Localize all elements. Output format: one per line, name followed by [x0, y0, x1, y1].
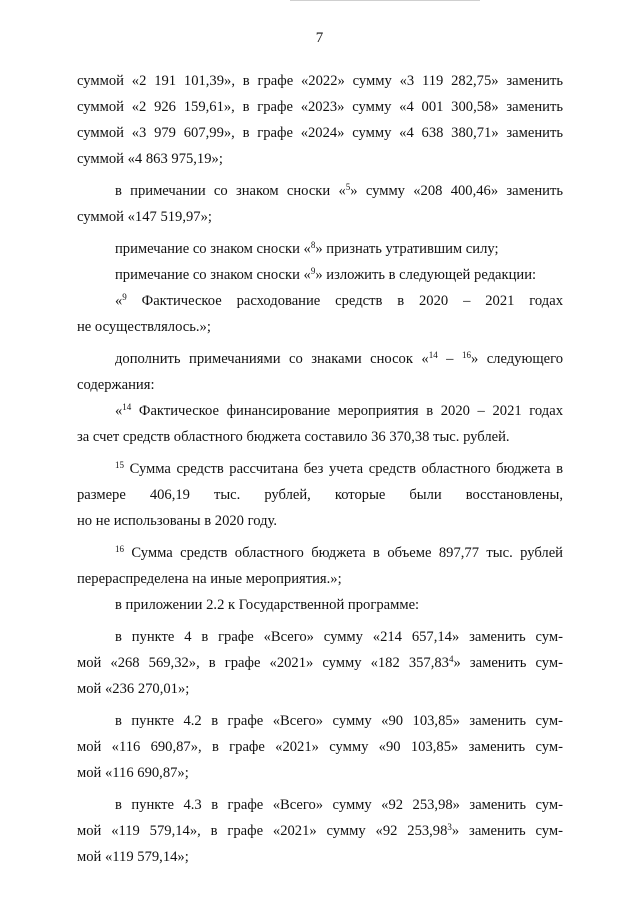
- paragraph-note-8: [77, 236, 563, 262]
- text-line: примечание со знаком сноски «$^8$» признать утратившим силу;: [115, 240, 499, 257]
- text-line: за счет средств областного бюджета составило 36 370,38 тыс. рублей.: [77, 429, 510, 445]
- paragraph-appendix-2-2: [77, 592, 563, 618]
- footnote-mark: 4: [448, 654, 454, 664]
- footnote-mark: 5: [345, 182, 351, 192]
- paragraph-add-notes: [77, 346, 563, 398]
- text-line: в пункте 4 в графе «Всего» сумму «214 657,14» заменить сум-: [115, 629, 563, 645]
- document-body: [77, 68, 563, 870]
- paragraph-note-9-text: [77, 288, 563, 340]
- text-line: мой «116 690,87», в графе «2021» сумму «90 103,85» заменить сум-: [77, 739, 563, 755]
- text-line: примечание со знаком сноски «$^9$» изложить в следующей редакции:: [115, 266, 537, 283]
- text-line: мой «268 569,32», в графе «2021» сумму «182 357,83$^4$» заменить сум-: [77, 654, 564, 671]
- text-line: мой «236 270,01»;: [77, 681, 190, 697]
- text-line: «$^{14}$ Фактическое финансирование мероприятия в 2020 – 2021 годах: [115, 402, 563, 419]
- text-line: содержания:: [77, 377, 155, 393]
- footnote-mark: 8: [310, 240, 316, 250]
- paragraph-note-16: [77, 540, 563, 592]
- text-line: не осуществлялось.»;: [77, 319, 211, 335]
- paragraph-item-4: [77, 624, 563, 702]
- paragraph-sum-replacements: [77, 68, 563, 172]
- text-line: в пункте 4.2 в графе «Всего» сумму «90 103,85» заменить сум-: [115, 713, 563, 729]
- text-line: перераспределена на иные мероприятия.»;: [77, 571, 342, 587]
- text-line: в примечании со знаком сноски «$^5$» сумму «208 400,46» заменить: [115, 182, 563, 199]
- text-line: но не использованы в 2020 году.: [77, 513, 278, 529]
- paragraph-note-9: [77, 262, 563, 288]
- text-line: в пункте 4.3 в графе «Всего» сумму «92 253,98» заменить сум-: [115, 797, 563, 813]
- text-line: $^{16}$ Сумма средств областного бюджета в объеме 897,77 тыс. рублей: [115, 544, 563, 561]
- paragraph-note-5: [77, 178, 563, 230]
- paragraph-note-14: [77, 398, 563, 450]
- footnote-mark: 9: [122, 292, 127, 302]
- footnote-mark: 15: [115, 460, 124, 470]
- text-line: мой «119 579,14», в графе «2021» сумму «92 253,98$^3$» заменить сум-: [77, 822, 563, 839]
- footnote-mark: 9: [310, 266, 316, 276]
- text-line: дополнить примечаниями со знаками сносок «$^{14}$ – $^{16}$» следующего: [115, 350, 564, 367]
- text-line: в приложении 2.2 к Государственной программе:: [115, 597, 420, 613]
- text-line: суммой «2 926 159,61», в графе «2023» сумму «4 001 300,58» заменить: [77, 99, 563, 115]
- footnote-mark: 3: [447, 822, 452, 832]
- paragraph-item-4-2: [77, 708, 563, 786]
- text-line: суммой «3 979 607,99», в графе «2024» сумму «4 638 380,71» заменить: [77, 125, 563, 141]
- text-line: $^{15}$ Сумма средств рассчитана без учета средств областного бюджета в: [115, 460, 563, 477]
- footnote-mark: 14: [122, 402, 132, 412]
- text-line: размере 406,19 тыс. рублей, которые были восстановлены,: [77, 487, 563, 503]
- footnote-mark: 16: [115, 544, 124, 554]
- text-line: суммой «147 519,97»;: [77, 209, 212, 225]
- footnote-mark: 14: [428, 350, 438, 360]
- text-line: суммой «2 191 101,39», в графе «2022» сумму «3 119 282,75» заменить: [77, 73, 563, 89]
- page-number: 7: [315, 30, 324, 46]
- footnote-mark: 16: [461, 350, 471, 360]
- paragraph-item-4-3: [77, 792, 563, 870]
- text-line: мой «116 690,87»;: [77, 765, 189, 781]
- scan-edge-mark: [290, 0, 480, 1]
- text-line: мой «119 579,14»;: [77, 849, 189, 865]
- text-line: суммой «4 863 975,19»;: [77, 151, 223, 167]
- text-line: «$^9$ Фактическое расходование средств в 2020 – 2021 годах: [115, 292, 563, 309]
- paragraph-note-15: [77, 456, 563, 534]
